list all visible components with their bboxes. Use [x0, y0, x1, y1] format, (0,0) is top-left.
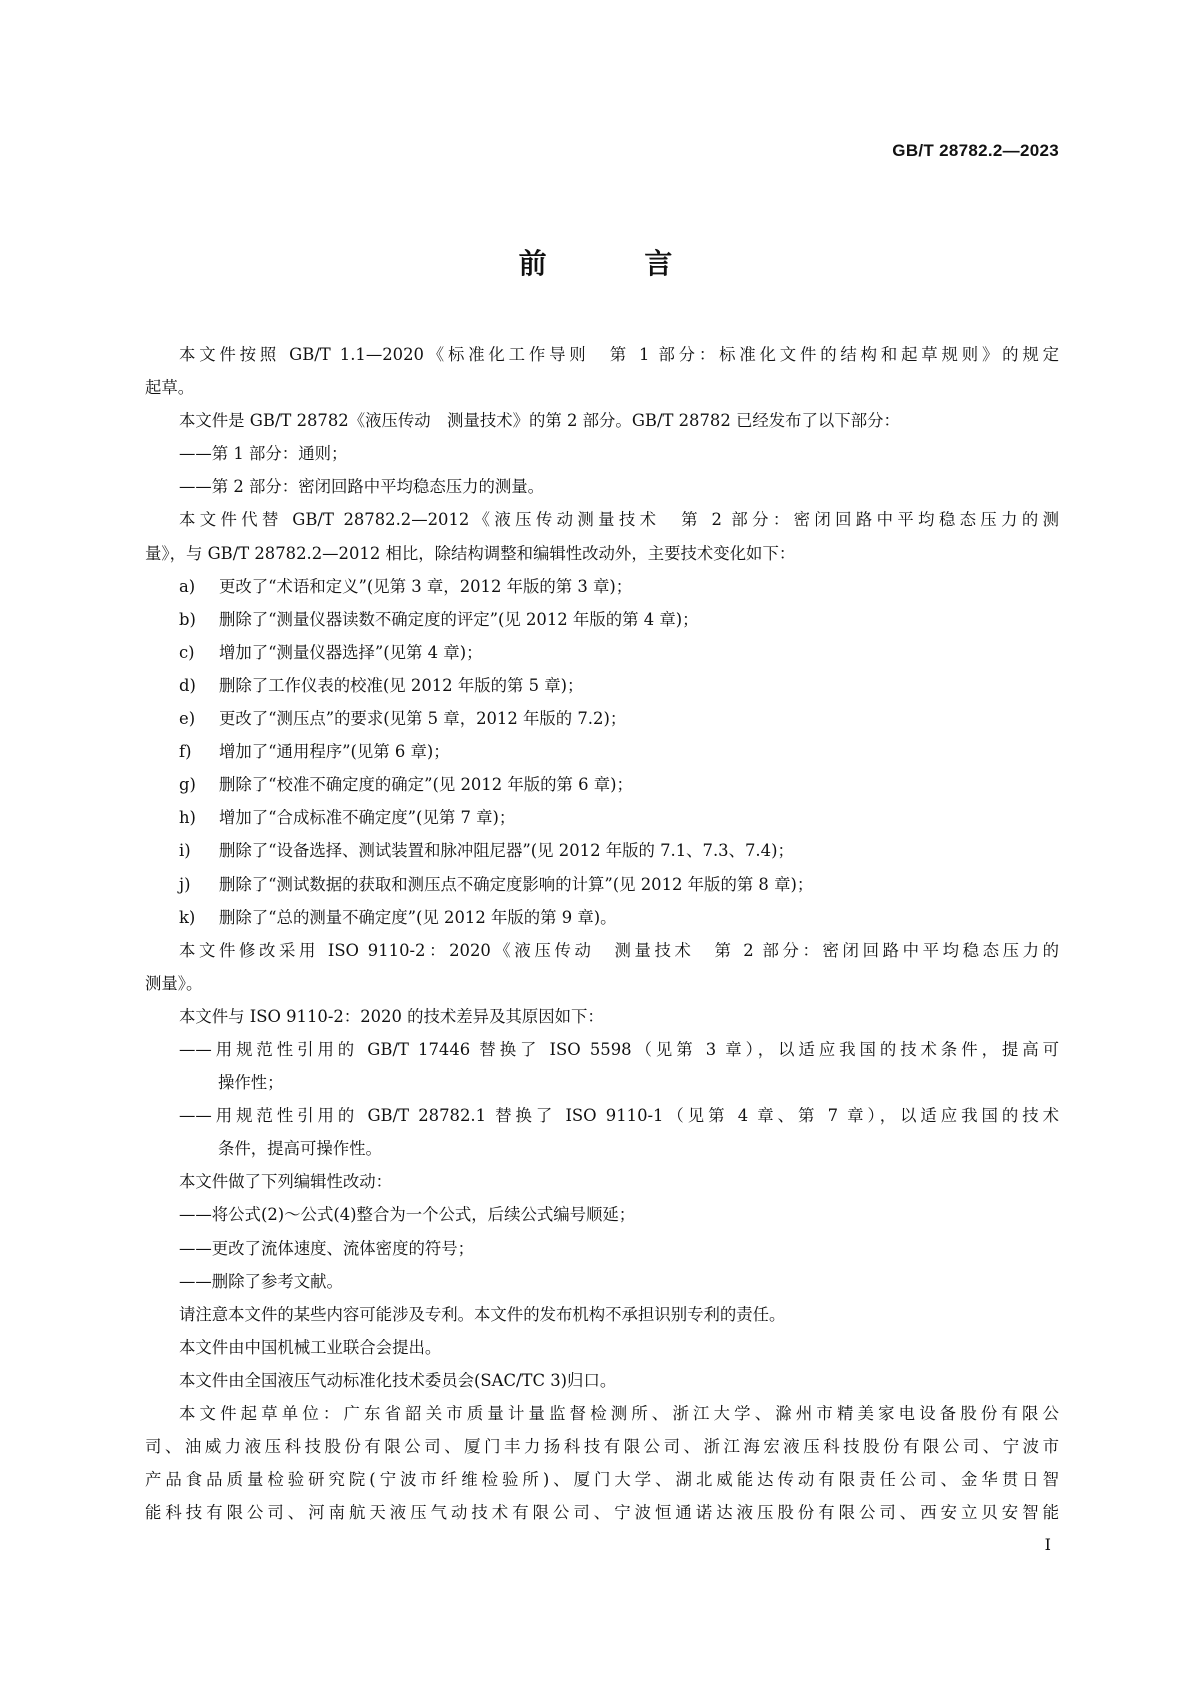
change-item: [145, 735, 1059, 768]
change-item-label: c): [179, 642, 195, 662]
page-number: I: [1044, 1535, 1051, 1554]
change-item-text: 增加了“测量仪器选择”(见第 4 章)；: [219, 642, 483, 662]
paragraph-line: 本文件代替 GB/T 28782.2—2012《液压传动测量技术 第 2 部分：密闭回路中平均稳态压力的测: [179, 510, 1059, 530]
change-item: [145, 801, 1059, 834]
list-item: ——将公式(2)～公式(4)整合为一个公式，后续公式编号顺延；: [179, 1205, 636, 1225]
page-title: 前 言: [518, 247, 717, 280]
list-item-continuation: 条件，提高可操作性。: [218, 1139, 382, 1159]
paragraph-line: 司、油威力液压科技股份有限公司、厦门丰力扬科技有限公司、浙江海宏液压科技股份有限公司、宁波市: [145, 1437, 1059, 1457]
paragraph-line: 本文件由中国机械工业联合会提出。: [179, 1337, 442, 1357]
change-item: [145, 834, 1059, 867]
change-item: [145, 702, 1059, 735]
change-item-label: g): [179, 775, 196, 795]
change-item-label: b): [179, 609, 196, 629]
change-item-text: 删除了“总的测量不确定度”(见 2012 年版的第 9 章)。: [219, 907, 617, 927]
paragraph-line: 产品食品质量检验研究院(宁波市纤维检验所)、厦门大学、湖北威能达传动有限责任公司、金华贯日智: [145, 1470, 1059, 1490]
change-item-label: a): [179, 576, 196, 596]
change-item-text: 更改了“术语和定义”(见第 3 章，2012 年版的第 3 章)；: [219, 576, 633, 596]
document-body: [145, 338, 1059, 1529]
change-item-text: 删除了“测量仪器读数不确定度的评定”(见 2012 年版的第 4 章)；: [219, 609, 699, 629]
change-item-text: 增加了“通用程序”(见第 6 章)；: [219, 742, 450, 762]
paragraph-line: 本文件做了下列编辑性改动：: [179, 1172, 393, 1192]
change-item-label: d): [179, 675, 196, 695]
list-item: ——更改了流体速度、流体密度的符号；: [179, 1238, 475, 1258]
paragraph-line: 本文件起草单位：广东省韶关市质量计量监督检测所、浙江大学、滁州市精美家电设备股份有限公: [179, 1404, 1059, 1423]
change-item: [145, 901, 1059, 934]
list-item: ——用规范性引用的 GB/T 28782.1 替换了 ISO 9110-1（见第 4 章、第 7 章），以适应我国的技术: [179, 1106, 1059, 1126]
change-item-label: f): [179, 742, 192, 762]
paragraph-line: 本文件是 GB/T 28782《液压传动 测量技术》的第 2 部分。GB/T 28782 已经发布了以下部分：: [179, 411, 900, 431]
change-item-label: j): [179, 874, 191, 894]
paragraph-line: 本文件修改采用 ISO 9110-2：2020《液压传动 测量技术 第 2 部分：密闭回路中平均稳态压力的: [179, 940, 1059, 960]
change-item: [145, 768, 1059, 801]
paragraph-line: 测量》。: [145, 973, 203, 993]
list-item-continuation: 操作性；: [218, 1073, 284, 1093]
paragraph-line: 本文件按照 GB/T 1.1—2020《标准化工作导则 第 1 部分：标准化文件的结构和起草规则》的规定: [179, 345, 1059, 364]
list-item: ——第 1 部分：通则；: [179, 444, 348, 464]
list-item: ——第 2 部分：密闭回路中平均稳态压力的测量。: [179, 477, 545, 497]
paragraph-line: 本文件与 ISO 9110-2：2020 的技术差异及其原因如下：: [179, 1006, 604, 1026]
change-item: [145, 669, 1059, 702]
list-item: ——用规范性引用的 GB/T 17446 替换了 ISO 5598（见第 3 章），以适应我国的技术条件，提高可: [179, 1039, 1059, 1059]
paragraph-line: 请注意本文件的某些内容可能涉及专利。本文件的发布机构不承担识别专利的责任。: [179, 1304, 786, 1324]
change-item-label: e): [179, 709, 196, 729]
change-item-label: k): [179, 907, 196, 927]
change-item: [145, 868, 1059, 901]
change-item-label: i): [179, 841, 191, 861]
change-item: [145, 603, 1059, 636]
change-item: [145, 636, 1059, 669]
change-item-text: 删除了“校准不确定度的确定”(见 2012 年版的第 6 章)；: [219, 775, 633, 795]
change-item-text: 增加了“合成标准不确定度”(见第 7 章)；: [219, 808, 516, 828]
change-item-text: 删除了“测试数据的获取和测压点不确定度影响的计算”(见 2012 年版的第 8 章)；: [219, 874, 814, 894]
list-item: ——删除了参考文献。: [179, 1271, 343, 1291]
paragraph-line: 本文件由全国液压气动标准化技术委员会(SAC/TC 3)归口。: [179, 1370, 617, 1390]
change-item: [145, 570, 1059, 603]
paragraph-line: 量》，与 GB/T 28782.2—2012 相比，除结构调整和编辑性改动外，主要技术变化如下：: [145, 543, 796, 563]
paragraph-line: 能科技有限公司、河南航天液压气动技术有限公司、宁波恒通诺达液压股份有限公司、西安立贝安智能: [145, 1503, 1059, 1523]
document-number: GB/T 28782.2—2023: [892, 141, 1059, 160]
paragraph-line: 起草。: [145, 378, 195, 398]
change-item-text: 删除了“设备选择、测试装置和脉冲阻尼器”(见 2012 年版的 7.1、7.3、7.4)；: [219, 841, 794, 861]
change-item-text: 删除了工作仪表的校准(见 2012 年版的第 5 章)；: [219, 675, 584, 695]
change-item-text: 更改了“测压点”的要求(见第 5 章，2012 年版的 7.2)；: [219, 709, 627, 729]
change-item-label: h): [179, 808, 196, 828]
